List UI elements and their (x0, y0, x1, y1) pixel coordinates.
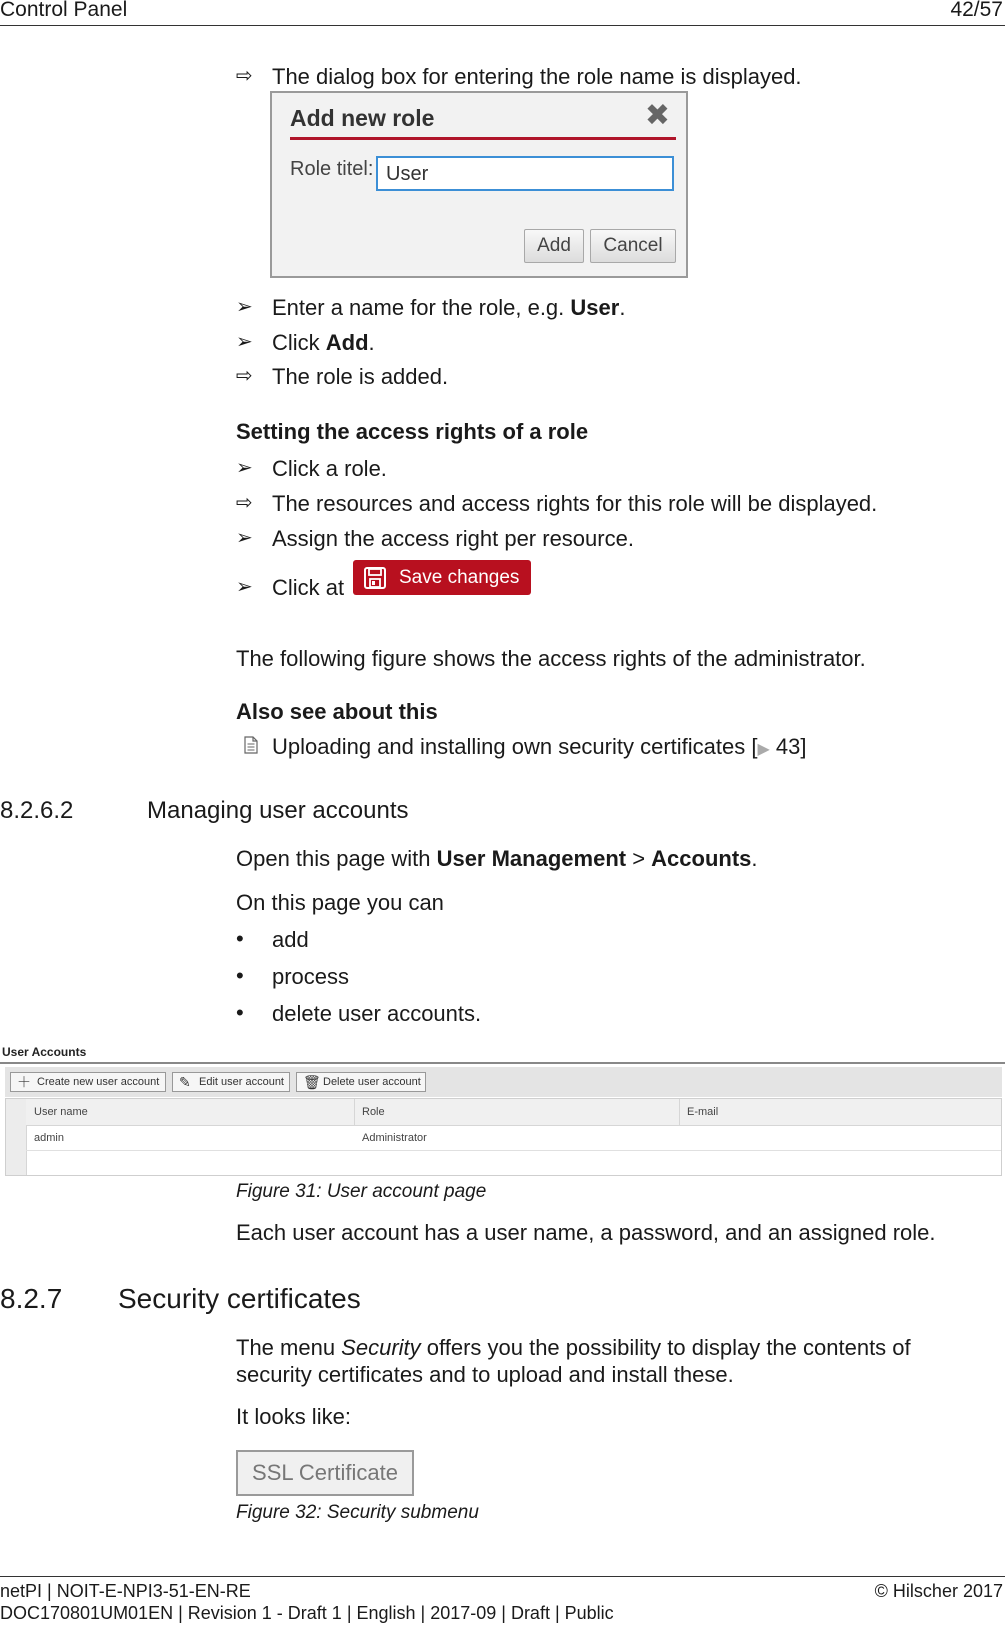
step-text: Click a role. (272, 456, 387, 481)
user-accounts-table (5, 1098, 1002, 1176)
section-heading: Setting the access rights of a role (236, 419, 589, 444)
open-page-text: Open this page with User Management > Accounts. (236, 846, 758, 871)
column-header-role[interactable]: Role (362, 1106, 385, 1118)
figure-caption: Figure 32: Security submenu (236, 1502, 479, 1523)
create-user-button[interactable]: ＋ Create new user account (10, 1072, 166, 1092)
step-text: Click at (272, 575, 345, 600)
step-enter-name: Enter a name for the role, e.g. User. (272, 295, 626, 320)
result-arrow-icon: ⇨ (236, 65, 253, 87)
step-arrow-icon: ➢ (236, 527, 253, 549)
result-arrow-icon: ⇨ (236, 365, 253, 387)
step-arrow-icon: ➢ (236, 576, 253, 598)
bullet-icon: • (236, 1000, 244, 1025)
header-rule (0, 25, 1005, 26)
add-role-dialog (270, 91, 688, 278)
on-page-text: On this page you can (236, 890, 444, 915)
edit-user-button[interactable]: ✎ Edit user account (172, 1072, 290, 1092)
see-also-heading: Also see about this (236, 699, 438, 724)
result-text: The dialog box for entering the role name is displayed. (272, 64, 802, 89)
cell-role: Administrator (362, 1132, 427, 1144)
figure-intro: The following figure shows the access rights of the administrator. (236, 646, 866, 671)
step-arrow-icon: ➢ (236, 457, 253, 479)
result-text: The resources and access rights for this role will be displayed. (272, 491, 878, 516)
section-title: Managing user accounts (147, 797, 409, 824)
row-number-column (6, 1099, 27, 1175)
bullet-item: process (272, 964, 350, 989)
save-changes-button[interactable] (353, 560, 531, 595)
result-arrow-icon: ⇨ (236, 492, 253, 514)
cell-username: admin (34, 1132, 64, 1144)
table-row[interactable] (26, 1126, 1001, 1150)
trash-icon: 🗑 (303, 1074, 321, 1090)
footer-revision: DOC170801UM01EN | Revision 1 - Draft 1 | English | 2017-09 | Draft | Public (0, 1603, 614, 1623)
floppy-disk-icon (363, 566, 387, 590)
step-click-add: Click Add. (272, 330, 375, 355)
user-accounts-title: User Accounts (2, 1045, 87, 1059)
user-accounts-rule (0, 1062, 1005, 1064)
section-number: 8.2.6.2 (0, 797, 74, 824)
cancel-button[interactable]: Cancel (590, 229, 676, 263)
body-text: Each user account has a user name, a password, and an assigned role. (236, 1220, 936, 1245)
looks-like-text: It looks like: (236, 1404, 351, 1429)
table-header (26, 1099, 1001, 1126)
step-text: Assign the access right per resource. (272, 526, 634, 551)
bullet-item: add (272, 927, 309, 952)
add-button[interactable]: Add (524, 229, 584, 263)
step-arrow-icon: ➢ (236, 296, 253, 318)
header-title: Control Panel (0, 0, 128, 21)
dialog-title-rule (290, 137, 676, 140)
footer-copyright: © Hilscher 2017 (874, 1581, 1003, 1601)
menu-text: The menu Security offers you the possibility to display the contents of security certificates and to upload and install these. (236, 1335, 911, 1387)
role-title-input[interactable]: User (376, 156, 674, 191)
delete-user-button[interactable]: 🗑 Delete user account (296, 1072, 426, 1092)
footer-rule (0, 1576, 1005, 1577)
see-also-link[interactable]: Uploading and installing own security certificates [▶ 43] (272, 734, 807, 759)
section-title: Security certificates (118, 1283, 361, 1314)
close-icon[interactable]: ✖ (644, 99, 670, 132)
save-changes-label: Save changes (399, 567, 520, 588)
footer-doc-id: netPI | NOIT-E-NPI3-51-EN-RE (0, 1581, 251, 1601)
bullet-icon: • (236, 963, 244, 988)
result-text: The role is added. (272, 364, 449, 389)
plus-icon: ＋ (17, 1074, 31, 1090)
document-icon (244, 734, 258, 760)
bullet-item: delete user accounts. (272, 1001, 482, 1026)
role-title-label: Role titel: (290, 158, 374, 180)
pencil-icon: ✎ (179, 1074, 191, 1090)
step-arrow-icon: ➢ (236, 331, 253, 353)
user-accounts-toolbar (5, 1067, 1002, 1097)
section-number: 8.2.7 (0, 1283, 63, 1314)
ssl-certificate-menu[interactable]: SSL Certificate (236, 1450, 414, 1496)
column-header-username[interactable]: User name (34, 1106, 88, 1118)
page-number: 42/57 (950, 0, 1003, 21)
figure-caption: Figure 31: User account page (236, 1181, 487, 1202)
page-ref-icon: ▶ (757, 741, 770, 758)
column-header-email[interactable]: E-mail (687, 1106, 719, 1118)
bullet-icon: • (236, 926, 244, 951)
dialog-title: Add new role (290, 105, 435, 131)
